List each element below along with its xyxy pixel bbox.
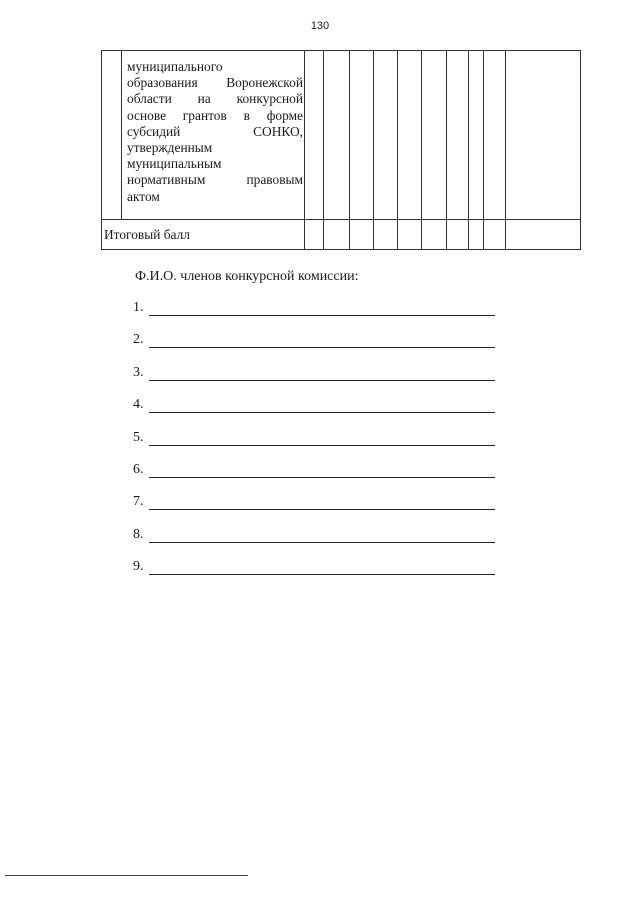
- signature-line: [149, 477, 495, 478]
- member-number: 1.: [133, 300, 144, 315]
- commission-member-row: [133, 332, 495, 352]
- commission-member-row: [133, 300, 495, 320]
- commission-member-row: [133, 559, 495, 579]
- signature-line: [149, 542, 495, 543]
- member-number: 9.: [133, 559, 144, 575]
- table-top-border: [101, 50, 581, 51]
- criterion-line: утвержденным: [127, 140, 213, 156]
- member-number: 6.: [133, 462, 144, 477]
- commission-member-row: [133, 365, 495, 385]
- commission-member-row: [133, 430, 495, 450]
- member-number: 8.: [133, 526, 144, 542]
- member-number: 4.: [133, 397, 144, 413]
- commission-member-row: [133, 527, 495, 547]
- signature-line: [149, 315, 495, 316]
- signature-line: [149, 412, 495, 413]
- total-score-label: Итоговый балл: [104, 227, 190, 242]
- criterion-line: муниципального: [127, 59, 223, 74]
- signature-line: [149, 347, 495, 348]
- criterion-line: области на конкурсной: [127, 91, 303, 107]
- member-number: 2.: [133, 332, 144, 348]
- criterion-cell-text: [127, 59, 303, 205]
- commission-member-row: [133, 494, 495, 514]
- table-left-border: [101, 50, 102, 250]
- table-row-divider: [101, 219, 581, 220]
- criterion-line: нормативным правовым: [127, 172, 303, 188]
- signature-line: [149, 509, 495, 510]
- table-column-divider: [468, 50, 469, 250]
- criterion-line: образования Воронежской: [127, 75, 303, 91]
- table-column-divider: [421, 50, 422, 250]
- criterion-line: основе грантов в форме: [127, 107, 303, 123]
- signature-line: [149, 574, 495, 575]
- table-column-divider: [483, 50, 484, 250]
- table-column-divider: [397, 50, 398, 250]
- table-column-divider: [323, 50, 324, 250]
- commission-member-row: [133, 397, 495, 417]
- table-column-divider: [304, 50, 305, 250]
- member-number: 5.: [133, 429, 144, 445]
- table-bottom-border: [101, 249, 581, 250]
- criterion-line: субсидий СОНКО,: [127, 123, 303, 139]
- table-column-divider: [373, 50, 374, 250]
- member-number: 7.: [133, 494, 144, 510]
- footer-rule: [5, 875, 248, 876]
- table-column-divider: [121, 50, 122, 219]
- member-number: 3.: [133, 364, 144, 380]
- table-column-divider: [446, 50, 447, 250]
- criterion-line: актом: [127, 188, 160, 204]
- signature-line: [149, 380, 495, 381]
- page-number: 130: [310, 20, 330, 32]
- table-column-divider: [349, 50, 350, 250]
- commission-members-title: Ф.И.О. членов конкурсной комиссии:: [135, 269, 359, 284]
- table-column-divider: [505, 50, 506, 250]
- criterion-line: муниципальным: [127, 156, 222, 172]
- table-right-border: [580, 50, 581, 250]
- signature-line: [149, 445, 495, 446]
- commission-member-row: [133, 462, 495, 482]
